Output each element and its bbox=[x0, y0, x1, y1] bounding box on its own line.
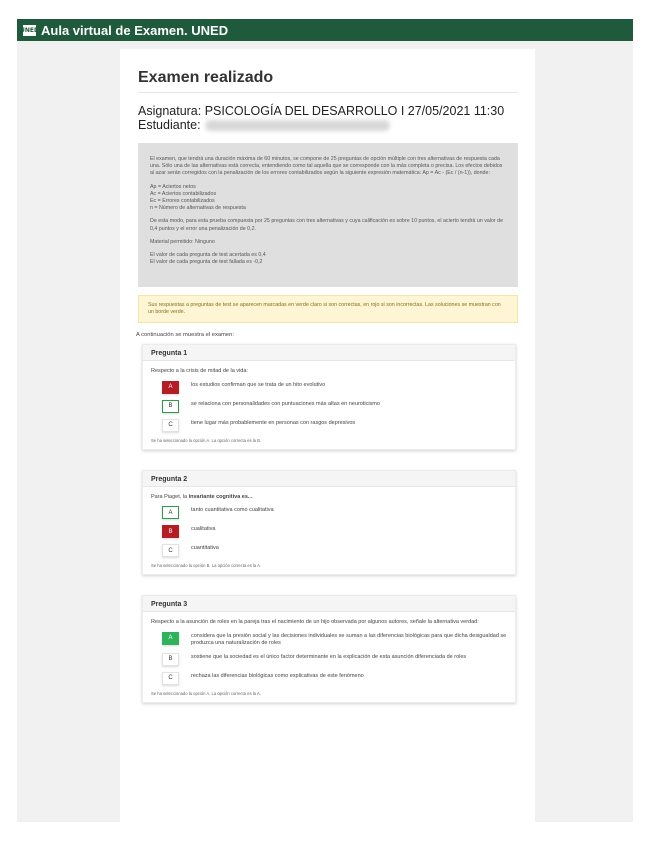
option-b-button[interactable]: B bbox=[162, 525, 179, 538]
option-c-button[interactable]: C bbox=[162, 672, 179, 685]
question-title: Pregunta 1 bbox=[143, 345, 515, 361]
question-stem: Respecto a la asunción de roles en la pareja tras el nacimiento de un hijo observada por algunos autores, señale la alternativa verdad: bbox=[151, 619, 479, 625]
answer-option[interactable] bbox=[162, 672, 507, 685]
definition-line: n = Número de alternativas de respuesta bbox=[150, 205, 246, 212]
option-a-button[interactable]: A bbox=[162, 506, 179, 519]
question-result: Se ha seleccionado la opción A. La opción correcta es la A. bbox=[151, 690, 261, 696]
option-text: tiene lugar más probablemente en personas con rasgos depresivos bbox=[191, 419, 356, 426]
option-text: cualitativa bbox=[191, 526, 216, 532]
option-text: considera que la presión social y las decisiones individuales se suman a las diferencias biológicas para que dicha desigualdad se produzca una naturalización de roles bbox=[191, 632, 507, 646]
answer-option[interactable] bbox=[162, 381, 507, 394]
answer-option[interactable] bbox=[162, 419, 507, 432]
exam-instructions bbox=[138, 143, 518, 287]
answer-option[interactable] bbox=[162, 632, 507, 647]
question-title: Pregunta 3 bbox=[143, 596, 515, 612]
definition-line: Ec = Errores contabilizados bbox=[150, 198, 215, 205]
question-stem-emphasis: invariante cognitiva es... bbox=[188, 493, 253, 500]
instructions-paragraph: El examen, que tendrá una duración máxima de 60 minutos, se compone de 25 preguntas de opción múltiple con tres alternativas de respuesta cada una. Sólo una de las alternativas está correcta, entendiendo como tal aquella que se corresponde con la más completa o precisa. Los efectos debidos al azar serán corregidos con la penalización de los errores contabilizados según la siguiente expresión matemática: Ap = Ac - (Ec / (n-1)), donde: bbox=[150, 156, 503, 177]
color-legend-notice: Sus respuestas a preguntas de test se aparecen marcadas en verde claro si son correctas, en rojo si son incorrectas. Las soluciones se muestran con un borde verde. bbox=[138, 295, 518, 323]
student-line bbox=[138, 118, 518, 132]
option-text: cuantitativa bbox=[191, 545, 219, 551]
answer-option[interactable] bbox=[162, 653, 507, 666]
definition-line: Ap = Aciertos netos bbox=[150, 183, 196, 190]
answer-option[interactable] bbox=[162, 544, 507, 557]
option-text: tanto cuantitativa como cualitativa bbox=[191, 507, 274, 513]
question-card bbox=[142, 470, 516, 576]
question-stem: Respecto a la crisis de mitad de la vida: bbox=[151, 368, 248, 374]
app-title: Aula virtual de Examen. UNED bbox=[41, 22, 229, 38]
exam-lead-text: A continuación se muestra el examen: bbox=[136, 332, 234, 338]
answer-option[interactable] bbox=[162, 506, 507, 519]
option-text: sostiene que la sociedad es el único factor determinante en la explicación de esta asunción diferenciada de roles bbox=[191, 653, 467, 660]
question-card bbox=[142, 595, 516, 703]
option-a-button[interactable]: A bbox=[162, 632, 179, 645]
option-c-button[interactable]: C bbox=[162, 419, 179, 432]
question-stem-text: Para Piaget, la bbox=[151, 493, 189, 500]
question-result: Se ha seleccionado la opción A. La opción correcta es la B. bbox=[151, 437, 262, 443]
student-label: Estudiante: bbox=[138, 118, 201, 132]
value-wrong: El valor de cada pregunta de test fallada es -0,2 bbox=[150, 259, 263, 266]
exam-panel bbox=[120, 49, 535, 822]
value-correct: El valor de cada pregunta de test acertada es 0,4 bbox=[150, 252, 266, 259]
app-header-bar bbox=[17, 19, 633, 41]
title-divider bbox=[138, 92, 518, 93]
answer-option[interactable] bbox=[162, 400, 507, 413]
student-name-redacted bbox=[205, 120, 390, 131]
option-c-button[interactable]: C bbox=[162, 544, 179, 557]
answer-option[interactable] bbox=[162, 525, 507, 538]
page-title: Examen realizado bbox=[138, 69, 274, 86]
option-text: rechaza las diferencias biológicas como explicativas de este fenómeno bbox=[191, 672, 364, 679]
question-stem bbox=[151, 494, 507, 502]
option-text: los estudios confirman que se trata de un hito evolutivo bbox=[191, 381, 326, 388]
option-a-button[interactable]: A bbox=[162, 381, 179, 394]
question-title: Pregunta 2 bbox=[143, 471, 515, 487]
question-card bbox=[142, 344, 516, 450]
allowed-material: Material permitido: Ninguno bbox=[150, 238, 215, 245]
uned-logo: UNED bbox=[20, 26, 39, 34]
question-result: Se ha seleccionado la opción B. La opción correcta es la A. bbox=[151, 563, 262, 568]
option-b-button[interactable]: B bbox=[162, 653, 179, 666]
subject-heading: Asignatura: PSICOLOGÍA DEL DESARROLLO I 27/05/2021 11:30 bbox=[138, 104, 505, 118]
definition-line: Ac = Aciertos contabilizados bbox=[150, 190, 217, 197]
option-b-button[interactable]: B bbox=[162, 400, 179, 413]
option-text: se relaciona con personalidades con puntuaciones más altas en neuroticismo bbox=[191, 400, 380, 407]
instructions-paragraph: De esta modo, para esta prueba compuesta por 25 preguntas con tres alternativas y cuya calificación es sobre 10 puntos, el acierto tendrá un valor de 0,4 puntos y el error una penalización de 0,2. bbox=[150, 218, 504, 232]
